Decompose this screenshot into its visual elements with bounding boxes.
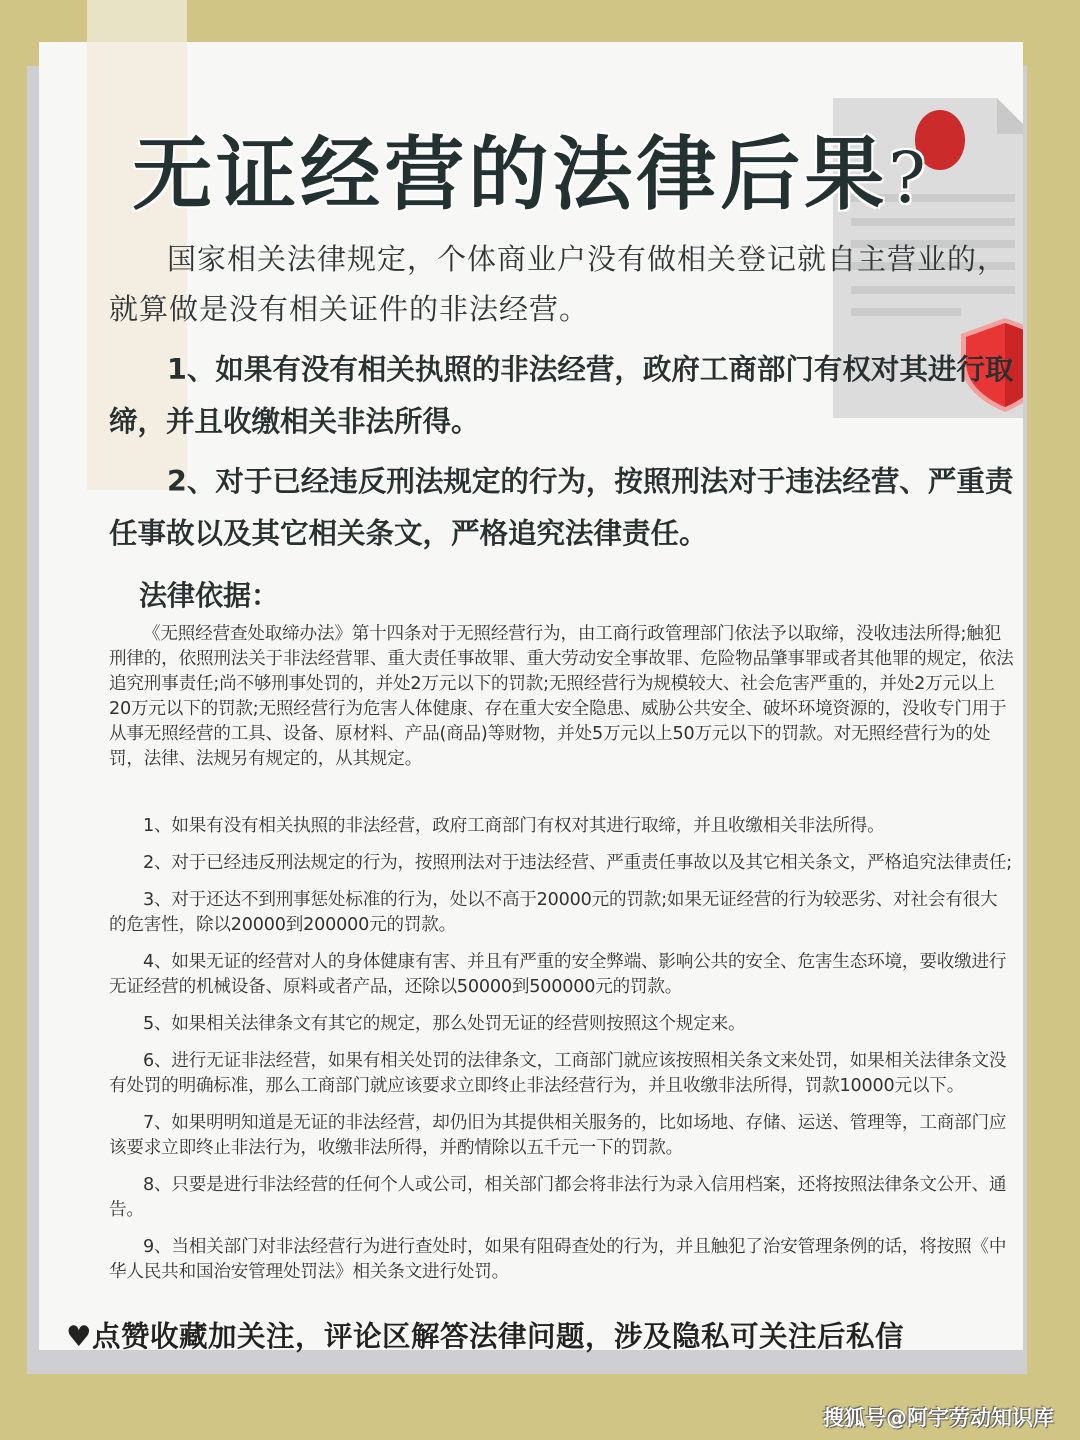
list-item: 4、如果无证的经营对人的身体健康有害、并且有严重的安全弊端、影响公共的安全、危害生态环境，要收缴进行无证经营的机械设备、原料或者产品，还除以50000到500000元的罚款。	[109, 952, 1007, 997]
law-text: 《无照经营查处取缔办法》第十四条对于无照经营行为，由工商行政管理部门依法予以取缔，没收违法所得;触犯刑律的，依照刑法关于非法经营罪、重大责任事故罪、重大劳动安全事故罪、危险物品肇事罪或者其他罪的规定，依法追究刑事责任;尚不够刑事处罚的，并处2万元以下的罚款;无照经营行为规模较大、社会危害严重的，并处2万元以上20万元以下的罚款;无照经营行为危害人体健康、存在重大安全隐患、威胁公共安全、破坏环境资源的，没收专门用于从事无照经营的工具、设备、原材料、产品(商品)等财物，并处5万元以上50万元以下的罚款。对无照经营行为的处罚，法律、法规另有规定的，从其规定。	[109, 624, 1014, 769]
list-item: 8、只要是进行非法经营的任何个人或公司，相关部门都会将非法行为录入信用档案，还将按照法律条文公开、通告。	[109, 1175, 1007, 1220]
page-title: 无证经营的法律后果?	[132, 127, 930, 221]
list-item: 1、如果有没有相关执照的非法经营，政府工商部门有权对其进行取缔，并且收缴相关非法所得。	[143, 816, 885, 836]
call-to-action: ♥点赞收藏加关注，评论区解答法律问题，涉及隐私可关注后私信	[66, 1320, 905, 1353]
list-item: 3、对于还达不到刑事惩处标准的行为，处以不高于20000元的罚款;如果无证经营的行为较恶劣、对社会有很大的危害性，除以20000到200000元的罚款。	[109, 890, 998, 935]
list-item: 9、当相关部门对非法经营行为进行查处时，如果有阻碍查处的行为，并且触犯了治安管理条例的话，将按照《中华人民共和国治安管理处罚法》相关条文进行处罚。	[109, 1237, 1007, 1282]
list-item: 5、如果相关法律条文有其它的规定，那么处罚无证的经营则按照这个规定来。	[143, 1014, 746, 1034]
document-card	[39, 42, 1023, 1350]
key-point-2: 2、对于已经违反刑法规定的行为，按照刑法对于违法经营、严重责任事故以及其它相关条文，严格追究法律责任。	[109, 465, 1014, 550]
penalty-list	[109, 814, 1014, 1297]
watermark: 搜狐号@阿宇劳动知识库	[823, 1406, 1054, 1430]
key-point-1: 1、如果有没有相关执照的非法经营，政府工商部门有权对其进行取缔，并且收缴相关非法所得。	[109, 353, 1014, 438]
legal-basis-heading: 法律依据：	[139, 579, 280, 612]
decorative-stripe	[87, 0, 187, 42]
intro-paragraph: 国家相关法律规定，个体商业户没有做相关登记就自主营业的，就算做是没有相关证件的非法经营。	[109, 242, 1008, 326]
list-item: 7、如果明明知道是无证的非法经营，却仍旧为其提供相关服务的，比如场地、存储、运送、管理等，工商部门应该要求立即终止非法行为，收缴非法所得，并酌情除以五千元一下的罚款。	[109, 1113, 1007, 1158]
list-item: 2、对于已经违反刑法规定的行为，按照刑法对于违法经营、严重责任事故以及其它相关条文，严格追究法律责任;	[143, 853, 1013, 873]
list-item: 6、进行无证非法经营，如果有相关处罚的法律条文，工商部门就应该按照相关条文来处罚，如果相关法律条文没有处罚的明确标准，那么工商部门就应该要求立即终止非法经营行为，并且收缴非法所得，罚款10000元以下。	[109, 1051, 1007, 1096]
